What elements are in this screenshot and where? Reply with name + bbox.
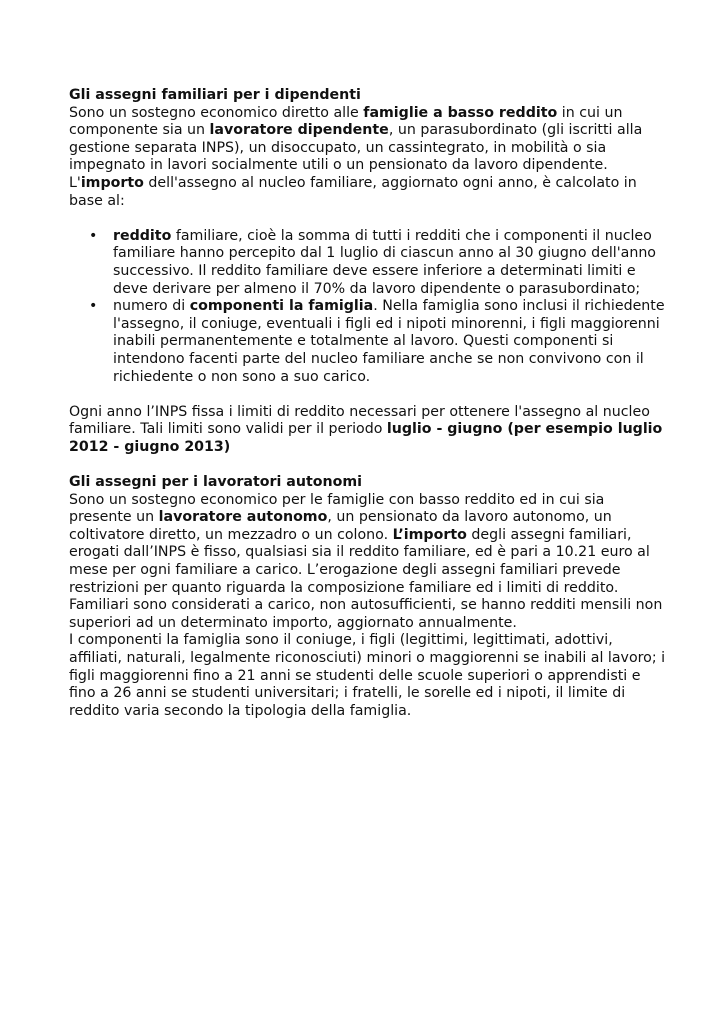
- paragraph-componenti-famiglia: I componenti la famiglia sono il coniuge, i figli (legittimi, legittimati, adottivi, affiliati, naturali, legalmente riconosciuti) minori o maggiorenni se inabili al lavoro; i figli maggiorenni fino a 21 anni se studenti delle scuole superiori o apprendisti e fino a 26 anni se studenti universitari; i fratelli, le sorelle ed i nipoti, il limite di reddito varia secondo la tipologia della famiglia.: [69, 632, 666, 719]
- bold-text-run: componenti la famiglia: [189, 298, 374, 315]
- bullet-dot-icon: •: [89, 227, 98, 244]
- text-run: . Nella famiglia sono inclusi il richiedente l'assegno, il coniuge, eventuali i figli ed i nipoti minorenni, i figli maggiorenni inabili permanentemente e totalmente al lavoro. Questi componenti si intendono facenti parte del nucleo familiare anche se non convivono con il richiedente o non sono a suo carico.: [113, 298, 665, 385]
- text-run: , un parasubordinato (gli iscritti alla gestione separata INPS), un disoccupato, un cassintegrato, in mobilità o sia impegnato in lavori socialmente utili o un pensionato da lavoro dipendente. L': [69, 122, 643, 191]
- bold-text-run: importo: [80, 174, 144, 191]
- bold-text-run: famiglie a basso reddito: [363, 104, 558, 121]
- spacer: [69, 456, 669, 474]
- bold-text-run: luglio - giugno (per esempio luglio 2012 - giugno 2013): [69, 421, 663, 455]
- text-run: Sono un sostegno economico diretto alle: [69, 104, 364, 121]
- text-run: in cui un componente sia un: [69, 104, 623, 139]
- section-heading-autonomi: Gli assegni per i lavoratori autonomi: [69, 474, 362, 491]
- list-item-text: [113, 228, 656, 297]
- bold-text-run: lavoratore dipendente: [209, 122, 389, 139]
- bold-text-run: lavoratore autonomo: [158, 509, 328, 526]
- paragraph-familiari-a-carico: Familiari sono considerati a carico, non autosufficienti, se hanno redditi mensili non superiori ad un determinato importo, aggiornato annualmente.: [69, 597, 663, 631]
- document-page: [69, 87, 669, 720]
- bullet-dot-icon: •: [89, 298, 98, 315]
- list-item: [69, 298, 669, 386]
- list-item-text: [113, 298, 665, 384]
- list-item: [69, 228, 669, 298]
- spacer: [69, 386, 669, 404]
- paragraph-limits: [69, 404, 669, 457]
- text-run: degli assegni familiari, erogati dall’INPS è fisso, qualsiasi sia il reddito familiare, ed è pari a 10.21 euro al mese per ogni familiare a carico. L’erogazione degli assegni familiari prevede restrizioni per quanto riguarda la composizione familiare ed i limiti di reddito.: [69, 526, 650, 596]
- section-heading-dipendenti: Gli assegni familiari per i dipendenti: [69, 87, 361, 103]
- text-run: familiare, cioè la somma di tutti i redditi che i componenti il nucleo familiare hanno percepito dal 1 luglio di ciascun anno al 30 giugno dell'anno successivo. Il reddito familiare deve essere inferiore a determinati limiti e deve derivare per almeno il 70% da lavoro dipendente o parasubordinato;: [113, 227, 656, 297]
- paragraph-intro-autonomi: [69, 492, 669, 598]
- text-run: , un pensionato da lavoro autonomo, un coltivatore diretto, un mezzadro o un colono.: [69, 509, 612, 543]
- text-run: numero di: [113, 298, 190, 315]
- criteria-list: [69, 228, 669, 386]
- bold-text-run: reddito: [113, 227, 172, 244]
- bold-text-run: L’importo: [392, 526, 467, 543]
- spacer: [69, 210, 669, 228]
- text-run: dell'assegno al nucleo familiare, aggiornato ogni anno, è calcolato in base al:: [69, 174, 637, 209]
- text-run: Ogni anno l’INPS fissa i limiti di reddito necessari per ottenere l'assegno al nucleo familiare. Tali limiti sono validi per il periodo: [69, 403, 650, 438]
- text-run: Sono un sostegno economico per le famiglie con basso reddito ed in cui sia presente un: [69, 491, 605, 526]
- paragraph-intro-dipendenti: [69, 105, 669, 211]
